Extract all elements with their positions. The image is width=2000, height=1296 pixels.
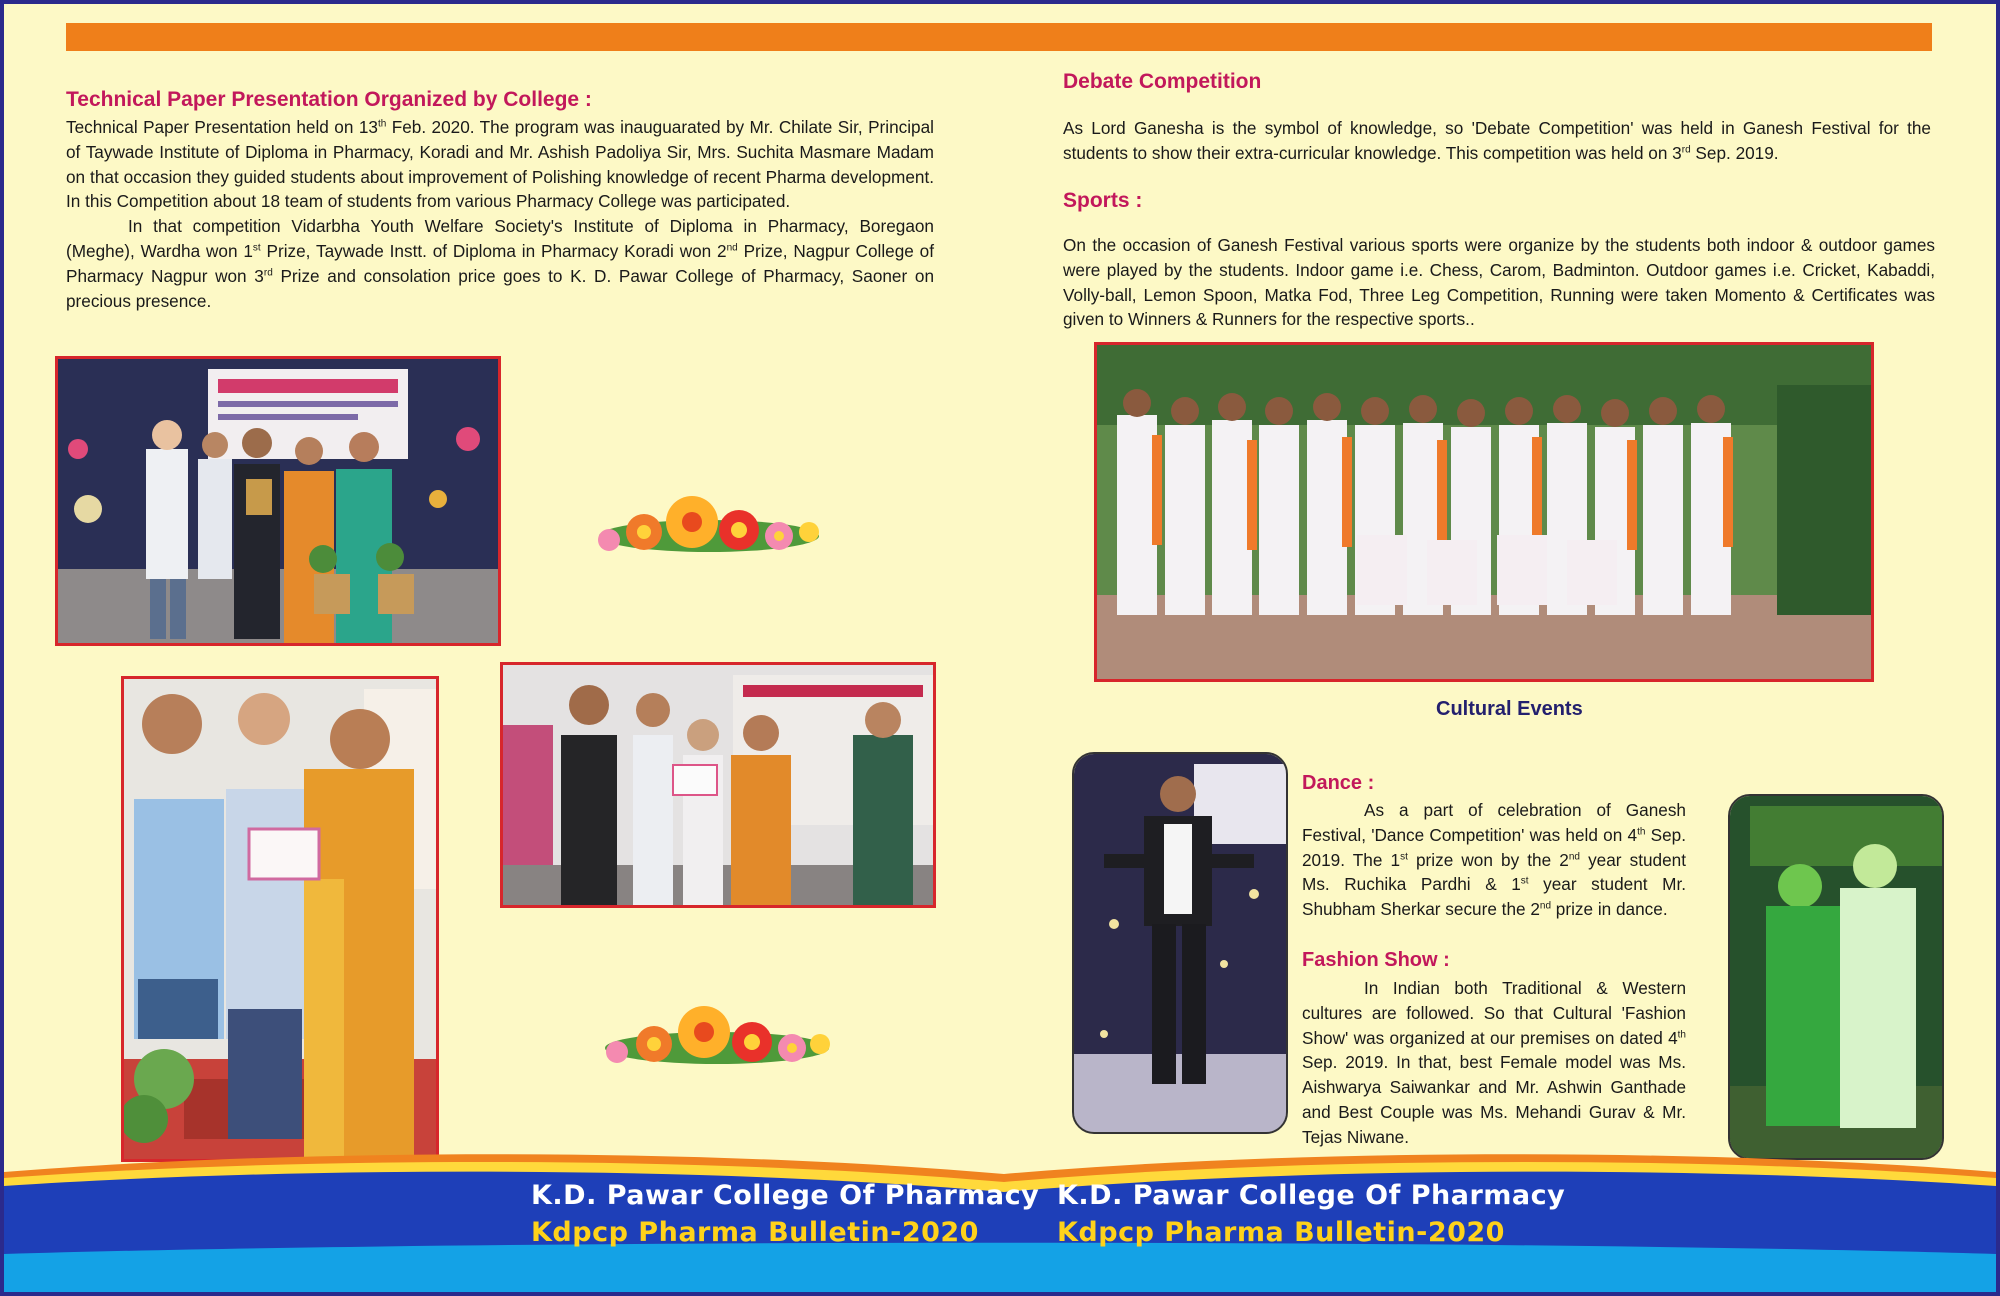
flower-decoration-icon xyxy=(592,982,842,1082)
debate-heading: Debate Competition xyxy=(1063,70,1262,93)
footer-left-title: K.D. Pawar College Of Pharmacy xyxy=(531,1180,1040,1211)
flower-decoration-icon xyxy=(584,474,834,574)
bulletin-spread xyxy=(4,4,1996,1292)
award-group-photo xyxy=(500,662,936,908)
footer-right-title: K.D. Pawar College Of Pharmacy xyxy=(1057,1180,1566,1211)
certificate-award-photo xyxy=(121,676,439,1162)
sports-heading: Sports : xyxy=(1063,189,1143,212)
fashion-show-heading: Fashion Show : xyxy=(1302,949,1450,971)
technical-paper-para-1: Technical Paper Presentation held on 13th Feb. 2020. The program was inauguarated by Mr. Chilate Sir, Principal of Taywade Institute of Diploma in Pharmacy, Koradi and Mr. Ashish Padoliya Sir, Mrs. Suchita Masmare Madam on that occasion they guided students about improvement of Polishing knowledge of recent Pharma development. In this Competition about 18 team of students from various Pharmacy College was participated. xyxy=(66,117,934,212)
award-ceremony-photo xyxy=(55,356,501,646)
footer-left-subtitle: Kdpcp Pharma Bulletin-2020 xyxy=(531,1217,979,1248)
technical-paper-text xyxy=(66,115,934,313)
top-accent-bar xyxy=(66,23,1932,51)
fashion-show-photo xyxy=(1728,794,1944,1160)
cultural-events-caption: Cultural Events xyxy=(1436,698,1583,720)
students-group-photo xyxy=(1094,342,1874,682)
footer-wave xyxy=(4,1144,1996,1292)
technical-paper-para-2: In that competition Vidarbha Youth Welfare Society's Institute of Diploma in Pharmacy, Boregaon (Meghe), Wardha won 1st Prize, Taywade Instt. of Diploma in Pharmacy Koradi won 2nd Prize, Nagpur College of Pharmacy Nagpur won 3rd Prize and consolation price goes to K. D. Pawar College of Pharmacy, Saoner on precious presence. xyxy=(66,216,935,311)
fashion-show-text: In Indian both Traditional & Western cultures are followed. So that Cultural 'Fashion Show' was organized at our premises on dated 4th Sep. 2019. In that, best Female model was Ms. Aishwarya Saiwankar and Mr. Ashwin Ganthade and Best Couple was Ms. Mehandi Gurav & Mr. Tejas Niwane. xyxy=(1302,978,1686,1147)
technical-paper-heading: Technical Paper Presentation Organized by College : xyxy=(66,88,592,111)
footer-right-subtitle: Kdpcp Pharma Bulletin-2020 xyxy=(1057,1217,1505,1248)
dance-text: As a part of celebration of Ganesh Festival, 'Dance Competition' was held on 4th Sep. 2019. The 1st prize won by the 2nd year student Ms. Ruchika Pardhi & 1st year student Mr. Shubham Sherkar secure the 2nd prize in dance. xyxy=(1302,800,1687,920)
debate-text: As Lord Ganesha is the symbol of knowledge, so 'Debate Competition' was held in Ganesh Festival for the students to show their extra-curricular knowledge. This competition was held on 3rd Sep. 2019. xyxy=(1063,118,1931,163)
dance-heading: Dance : xyxy=(1302,772,1375,794)
dance-photo xyxy=(1072,752,1288,1134)
sports-text: On the occasion of Ganesh Festival various sports were organize by the students both indoor & outdoor games were played by the students. Indoor game i.e. Chess, Carom, Badminton. Outdoor games i.e. Cricket, Kabaddi, Volly-ball, Lemon Spoon, Matka Fod, Three Leg Competition, Running were taken Momento & Certificates was given to Winners & Runners for the respective sports.. xyxy=(1063,235,1935,330)
